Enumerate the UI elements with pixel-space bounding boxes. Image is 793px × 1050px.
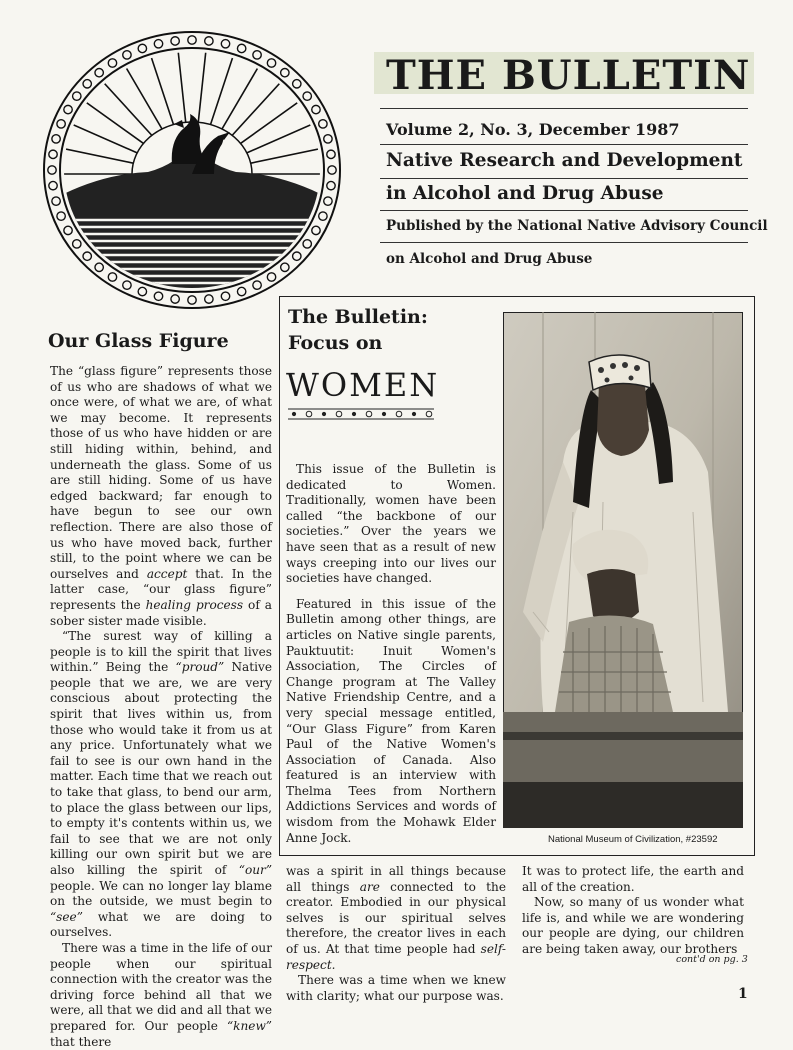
article-paragraph: There was a time when we knew with clarity; what our purpose was. xyxy=(286,973,506,1003)
article-column-middle xyxy=(286,864,506,1004)
article-paragraph: The “glass figure” represents those of us who are shadows of what we once were, of what we are, of what we may become. It represents those of us who have hidden or are still hiding within, behind, and underneath the glass. Some of us are still hiding. Some of us have edged backward; far enough to have begun to see our own reflection. There are also those of us who have moved back, further still, to the point where we can be ourselves and accept that. In the latter case, “our glass figure” represents the healing process of a sober sister made visible. xyxy=(50,364,272,628)
focus-text xyxy=(286,462,496,856)
focus-paragraph: Featured in this issue of the Bulletin among other things, are articles on Native single parents, Pauktuutit: Inuit Women's Association, The Circles of Change program at The Valley Native Friendship Centre, and a very special message entitled, “Our Glass Figure” from Karen Paul of the Native Women's Association of Canada. Also featured is an interview with Thelma Tees from Northern Addictions Services and words of wisdom from the Mohawk Elder Anne Jock. xyxy=(286,596,496,845)
article-column-right xyxy=(522,864,744,958)
masthead-rule xyxy=(380,242,748,243)
article-paragraph: was a spirit in all things because all things are connected to the creator. Embodied in our physical selves is our spiritual selves therefore, the creator lives in each of us. At that time people had self-respect. xyxy=(286,864,506,972)
issue-volume: Volume 2, No. 3, December 1987 xyxy=(386,120,680,139)
masthead-rule xyxy=(380,108,748,109)
article-heading: Our Glass Figure xyxy=(48,330,229,352)
subtitle-line-1: Native Research and Development xyxy=(386,150,743,171)
article-paragraph: “The surest way of killing a people is to kill the spirit that lives within.” Being the “proud” Native people that we are, we are very conscious about protecting the spirit that lives within us, from those who would take it from us at any price. Unfortunately what we fail to see is our own hand in the matter. Each time that we reach out to take that glass, to bend our arm, to place the glass between our lips, to empty it's contents within us, we fail to see that we are not only killing our own spirit but we are also killing the spirit of “our” people. We can no longer lay blame on the outside, we must begin to “see” what we are doing to ourselves. xyxy=(50,629,272,940)
focus-label-line-2: Focus on xyxy=(288,332,383,354)
publication-title: THE BULLETIN xyxy=(386,52,751,99)
focus-paragraph: This issue of the Bulletin is dedicated to Women. Traditionally, women have been called “the backbone of our societies.” Over the years we have seen that as a result of new ways creeping into our lives our societies have changed. xyxy=(286,462,496,586)
masthead-rule xyxy=(380,210,748,211)
page-number: 1 xyxy=(738,986,748,1002)
article-paragraph: There was a time in the life of our people when our spiritual connection with the creator was the driving force behind all that we were, all that we did and all that we prepared for. Our people “knew” that there xyxy=(50,940,272,1049)
continued-note: cont'd on pg. 3 xyxy=(676,954,748,965)
masthead-rule xyxy=(380,144,748,145)
subtitle-line-2: in Alcohol and Drug Abuse xyxy=(386,183,664,204)
article-paragraph: Now, so many of us wonder what life is, and while we are wondering our people are dying, our children are being taken away, our brothers xyxy=(522,895,744,956)
article-column-left xyxy=(50,364,272,1050)
publisher-line-2: on Alcohol and Drug Abuse xyxy=(386,251,593,267)
focus-label-line-1: The Bulletin: xyxy=(288,306,428,328)
article-paragraph: It was to protect life, the earth and all of the creation. xyxy=(522,864,744,894)
dotted-divider-icon xyxy=(288,408,434,420)
eagle-sun-logo-icon xyxy=(38,24,346,316)
masthead-rule xyxy=(380,178,748,179)
publisher-line-1: Published by the National Native Advisory Council xyxy=(386,218,768,234)
historical-photo xyxy=(503,312,743,828)
focus-heading: WOMEN xyxy=(286,366,440,404)
photo-caption: National Museum of Civilization, #23592 xyxy=(548,834,718,845)
